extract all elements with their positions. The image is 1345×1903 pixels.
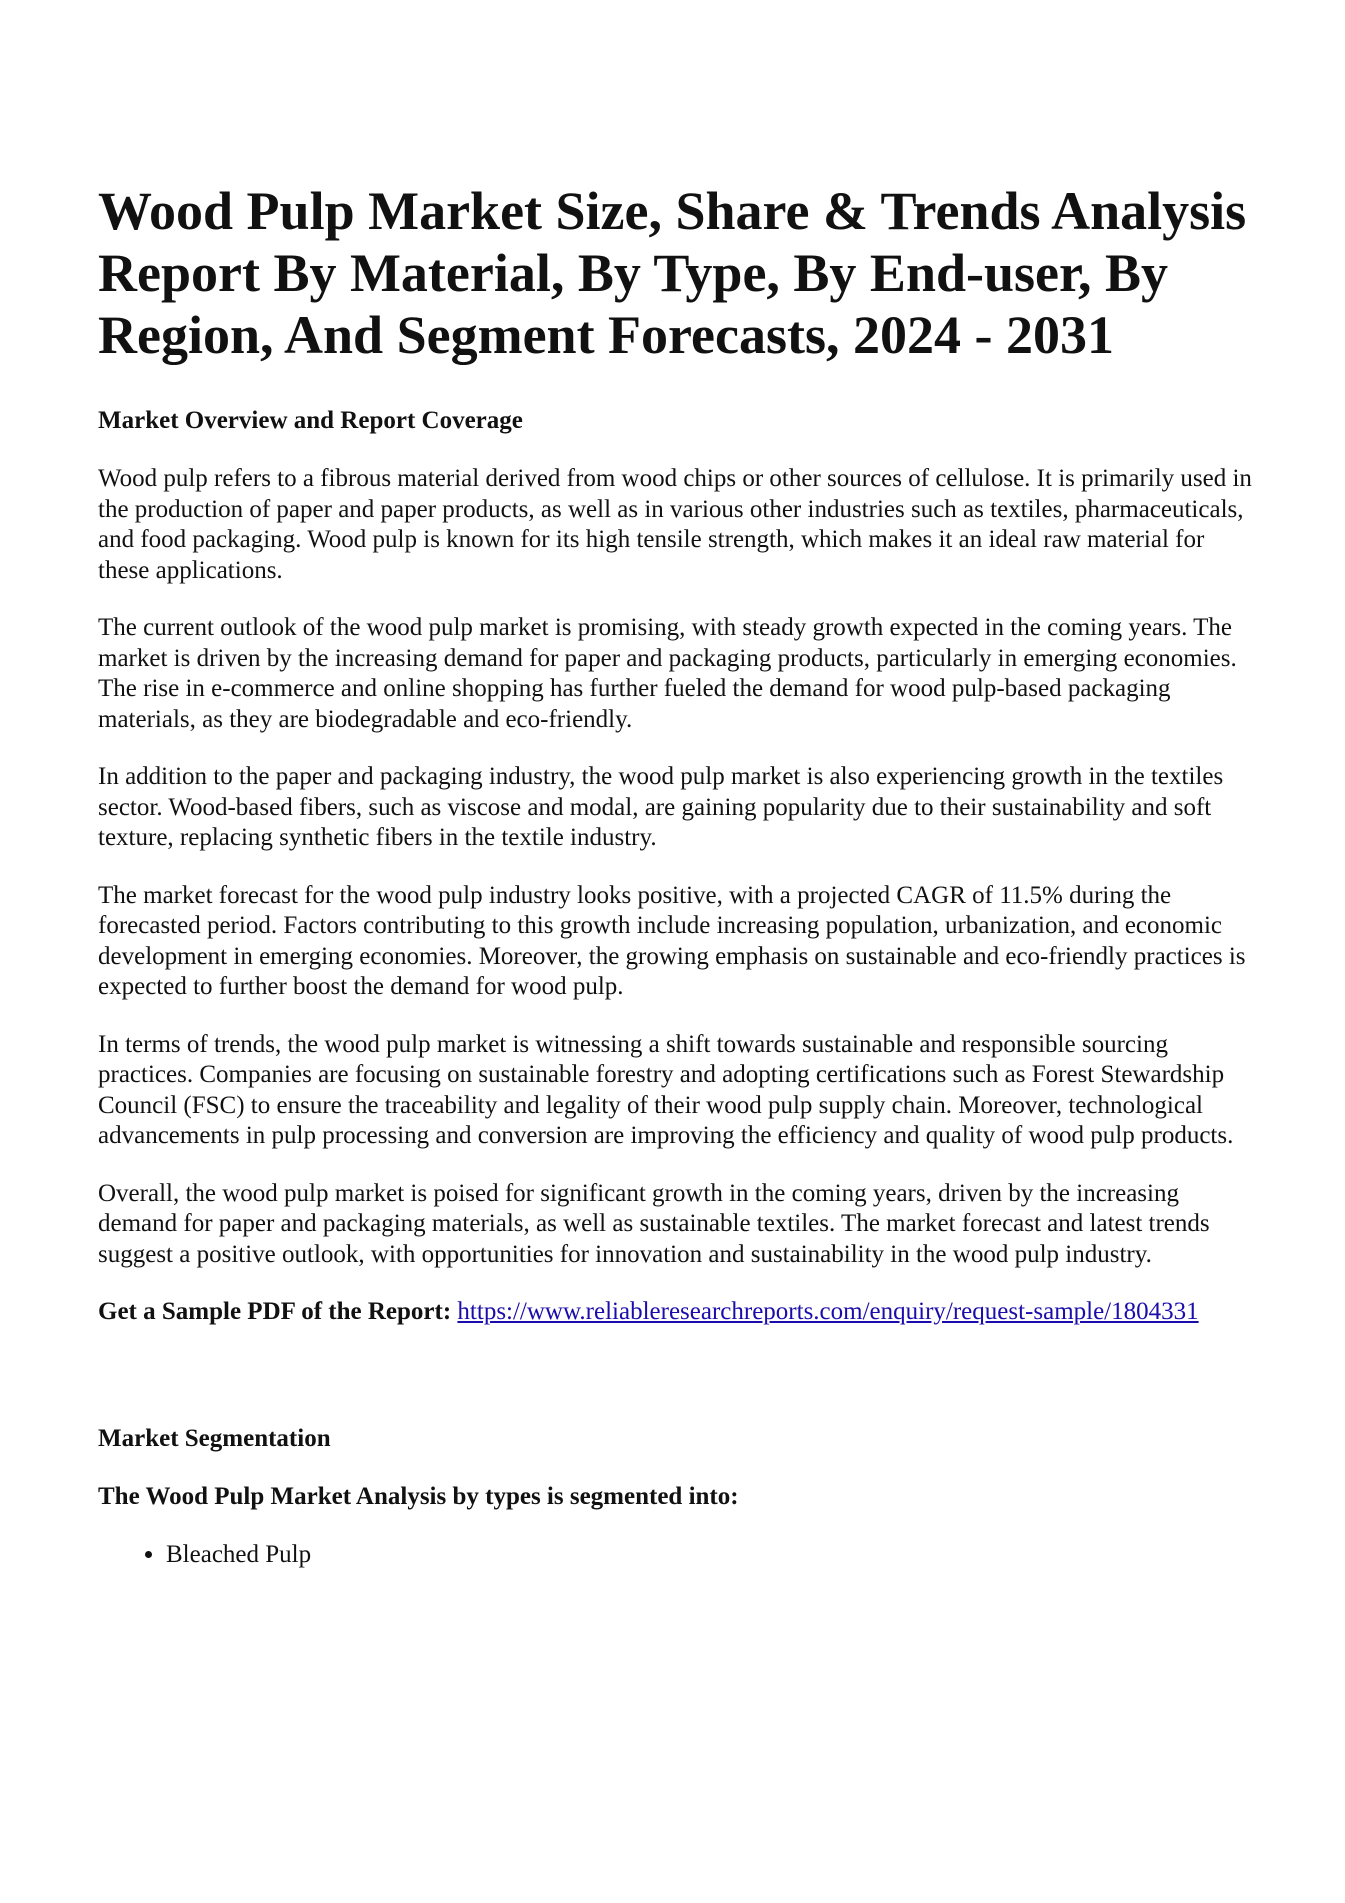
- paragraph-definition: Wood pulp refers to a fibrous material derived from wood chips or other sources of cellulose. It is primarily used in the production of paper and paper products, as well as in various other industries such as textiles, pharmaceuticals, and food packaging. Wood pulp is known for its high tensile strength, which makes it an ideal raw material for these applications.: [98, 465, 1252, 584]
- paragraph-trends: In terms of trends, the wood pulp market is witnessing a shift towards sustainable and responsible sourcing practices. Companies are focusing on sustainable forestry and adopting certifications such as Forest Stewardship Council (FSC) to ensure the traceability and legality of their wood pulp supply chain. Moreover, technological advancements in pulp processing and conversion are improving the efficiency and quality of wood pulp products.: [98, 1030, 1234, 1149]
- report-title: Wood Pulp Market Size, Share & Trends Analysis Report By Material, By Type, By End-user, By Region, And Segment Forecasts, 2024 - 2031: [98, 181, 1247, 365]
- segmentation-heading: Market Segmentation: [98, 1424, 331, 1452]
- sample-pdf-line: [98, 1297, 1258, 1328]
- paragraph-textiles: In addition to the paper and packaging industry, the wood pulp market is also experiencing growth in the textiles sector. Wood-based fibers, such as viscose and modal, are gaining popularity due to their sustainability and soft texture, replacing synthetic fibers in the textile industry.: [98, 763, 1224, 851]
- sample-pdf-label: Get a Sample PDF of the Report:: [98, 1298, 452, 1325]
- paragraph-overall: Overall, the wood pulp market is poised for significant growth in the coming years, driven by the increasing demand for paper and packaging materials, as well as sustainable textiles. The market forecast and latest trends suggest a positive outlook, with opportunities for innovation and sustainability in the wood pulp industry.: [98, 1179, 1210, 1268]
- paragraph-forecast: The market forecast for the wood pulp industry looks positive, with a projected CAGR of 11.5% during the forecasted period. Factors contributing to this growth include increasing population, urbanization, and economic development in emerging economies. Moreover, the growing emphasis on sustainable and eco-friendly practices is expected to further boost the demand for wood pulp.: [98, 881, 1246, 1000]
- types-list: [98, 1540, 1258, 1570]
- spacer: [98, 1328, 1258, 1424]
- overview-heading: Market Overview and Report Coverage: [98, 407, 523, 434]
- sample-pdf-link[interactable]: https://www.reliableresearchreports.com/enquiry/request-sample/1804331: [457, 1298, 1199, 1325]
- list-item: • Bleached Pulp: [166, 1540, 1258, 1570]
- paragraph-outlook: The current outlook of the wood pulp market is promising, with steady growth expected in the coming years. The market is driven by the increasing demand for paper and packaging products, particularly in emerging economies. The rise in e-commerce and online shopping has further fueled the demand for wood pulp-based packaging materials, as they are biodegradable and eco-friendly.: [98, 614, 1237, 733]
- types-heading: The Wood Pulp Market Analysis by types is segmented into:: [98, 1482, 739, 1510]
- document-page: [98, 180, 1258, 1570]
